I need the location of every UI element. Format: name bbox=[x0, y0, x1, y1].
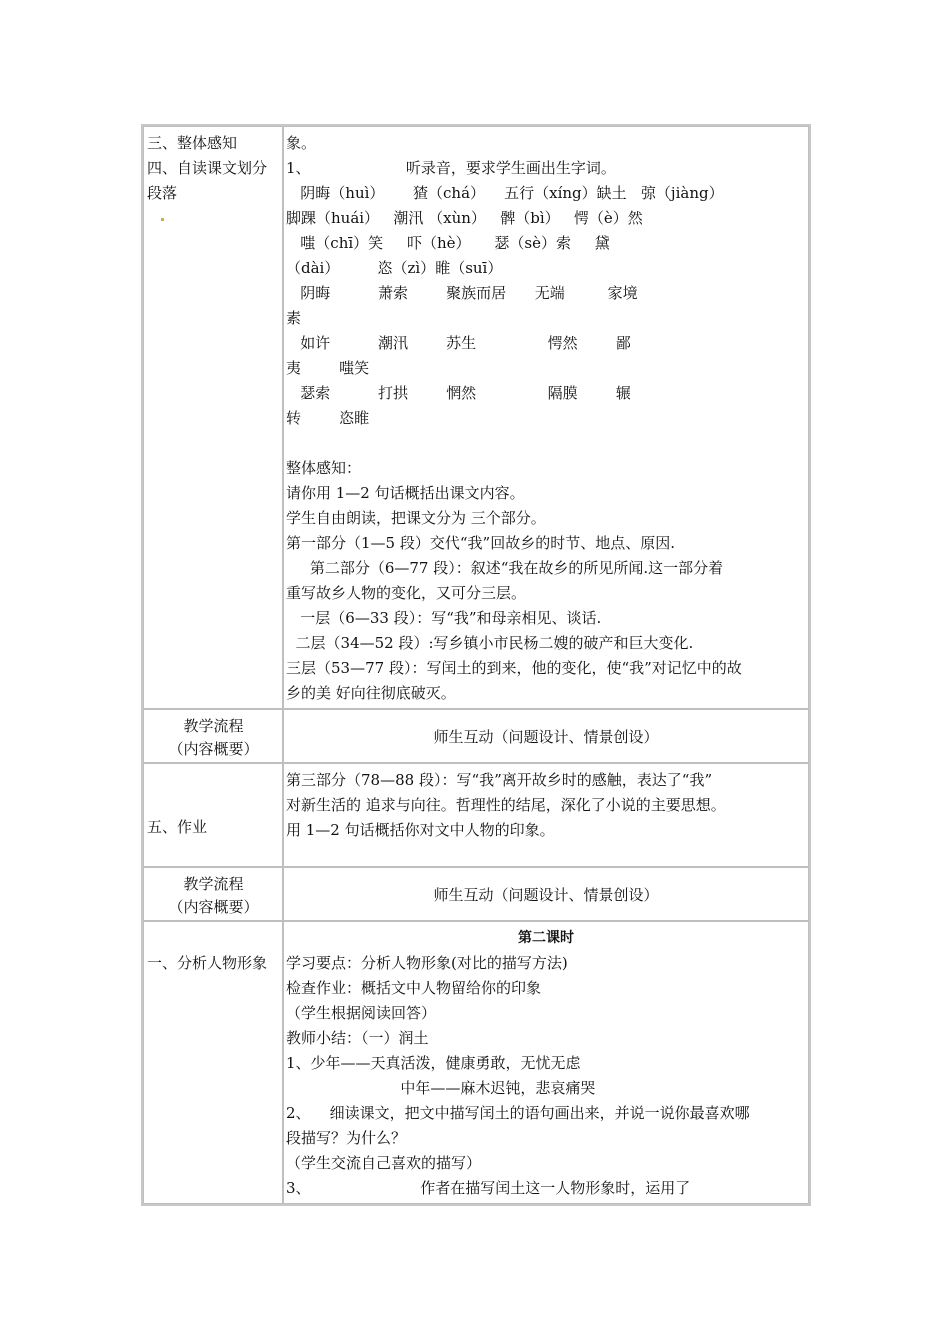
section-1-outline bbox=[143, 126, 283, 709]
content-line: 第一部分（1—5 段）交代“我”回故乡的时节、地点、原因. bbox=[286, 534, 675, 552]
content-line: 象。 bbox=[286, 134, 317, 152]
content-line: 阴晦（huì） 猹（chá） 五行（xíng）缺土 弶（jiàng） bbox=[286, 184, 724, 202]
content-line: 第三部分（78—88 段）：写“我”离开故乡时的感触，表达了“我” bbox=[286, 771, 713, 789]
content-line: 学生自由朗读，把课文分为 三个部分。 bbox=[286, 509, 546, 527]
section-2-content bbox=[283, 763, 809, 867]
outline-line: 五、作业 bbox=[147, 818, 208, 836]
content-line: 二层（34—52 段）:写乡镇小市民杨二嫂的破产和巨大变化. bbox=[286, 634, 694, 652]
content-line: 第二部分（6—77 段）：叙述“我在故乡的所见所闻.这一部分着 bbox=[286, 559, 724, 577]
content-line: 3、 作者在描写闰土这一人物形象时，运用了 bbox=[286, 1179, 691, 1197]
content-line: 教师小结：（一）润土 bbox=[286, 1029, 429, 1047]
content-line: 检查作业：概括文中人物留给你的印象 bbox=[286, 979, 542, 997]
section-row-3 bbox=[143, 921, 809, 1204]
header-label: 教学流程 bbox=[183, 875, 244, 893]
content-line: （学生根据阅读回答） bbox=[286, 1004, 437, 1022]
header-row-2 bbox=[143, 867, 809, 921]
content-line: 整体感知： bbox=[286, 459, 362, 477]
content-line: 对新生活的 追求与向往。哲理性的结尾，深化了小说的主要思想。 bbox=[286, 796, 726, 814]
content-line: 2、 细读课文，把文中描写闰土的语句画出来，并说一说你最喜欢哪 bbox=[286, 1104, 750, 1122]
header-2-right bbox=[283, 867, 809, 921]
dot-mark-icon bbox=[161, 218, 164, 221]
section-row-1 bbox=[143, 126, 809, 709]
section-3-outline bbox=[143, 921, 283, 1204]
header-label: （内容概要） bbox=[168, 740, 259, 758]
content-line: 脚踝（huái） 潮汛 （xùn） 髀（bì） 愕（è）然 bbox=[286, 209, 643, 227]
content-line: 瑟索 打拱 惘然 隔膜 辗 bbox=[286, 384, 631, 402]
content-line: 学习要点：分析人物形象(对比的描写方法) bbox=[286, 954, 568, 972]
content-line: 请你用 1—2 句话概括出课文内容。 bbox=[286, 484, 525, 502]
decorative-dot bbox=[147, 206, 280, 231]
header-1-left bbox=[143, 709, 283, 763]
content-line: 用 1—2 句话概括你对文中人物的印象。 bbox=[286, 821, 555, 839]
lesson-plan-table bbox=[141, 124, 811, 1206]
lesson-title: 第二课时 bbox=[518, 930, 574, 946]
content-line: （学生交流自己喜欢的描写） bbox=[286, 1154, 482, 1172]
outline-line: 四、自读课文划分 bbox=[147, 159, 268, 177]
content-line: 嗤（chī）笑 吓（hè） 瑟（sè）索 黛 bbox=[286, 234, 610, 252]
outline-line: 段落 bbox=[147, 184, 178, 202]
section-3-content bbox=[283, 921, 809, 1204]
content-line: 转 恣睢 bbox=[286, 409, 370, 427]
section-row-2 bbox=[143, 763, 809, 867]
content-line: 如许 潮汛 苏生 愕然 鄙 bbox=[286, 334, 631, 352]
content-line: 素 bbox=[286, 309, 302, 327]
content-line: 中年——麻木迟钝，悲哀痛哭 bbox=[286, 1079, 596, 1097]
header-label: 师生互动（问题设计、情景创设） bbox=[433, 885, 659, 904]
content-line: 乡的美 好向往彻底破灭。 bbox=[286, 684, 456, 702]
content-line: 阴晦 萧索 聚族而居 无端 家境 bbox=[286, 284, 638, 302]
content-line: 夷 嗤笑 bbox=[286, 359, 370, 377]
content-line: 1、少年——天真活泼，健康勇敢，无忧无虑 bbox=[286, 1054, 581, 1072]
content-line: （dài） 恣（zì）睢（suī） bbox=[286, 259, 503, 277]
content-line: 一层（6—33 段）：写“我”和母亲相见、谈话. bbox=[286, 609, 602, 627]
content-line: 段描写？为什么？ bbox=[286, 1129, 407, 1147]
section-2-outline bbox=[143, 763, 283, 867]
header-1-right bbox=[283, 709, 809, 763]
section-1-content bbox=[283, 126, 809, 709]
content-line bbox=[286, 431, 806, 456]
outline-line: 一、分析人物形象 bbox=[147, 954, 268, 972]
header-label: 教学流程 bbox=[183, 717, 244, 735]
content-line: 重写故乡人物的变化，又可分三层。 bbox=[286, 584, 527, 602]
content-line: 三层（53—77 段）：写闰土的到来，他的变化，使“我”对记忆中的故 bbox=[286, 659, 742, 677]
header-row-1 bbox=[143, 709, 809, 763]
header-2-left bbox=[143, 867, 283, 921]
content-line: 1、 听录音，要求学生画出生字词。 bbox=[286, 159, 616, 177]
header-label: 师生互动（问题设计、情景创设） bbox=[433, 727, 659, 746]
header-label: （内容概要） bbox=[168, 898, 259, 916]
outline-line: 三、整体感知 bbox=[147, 134, 238, 152]
